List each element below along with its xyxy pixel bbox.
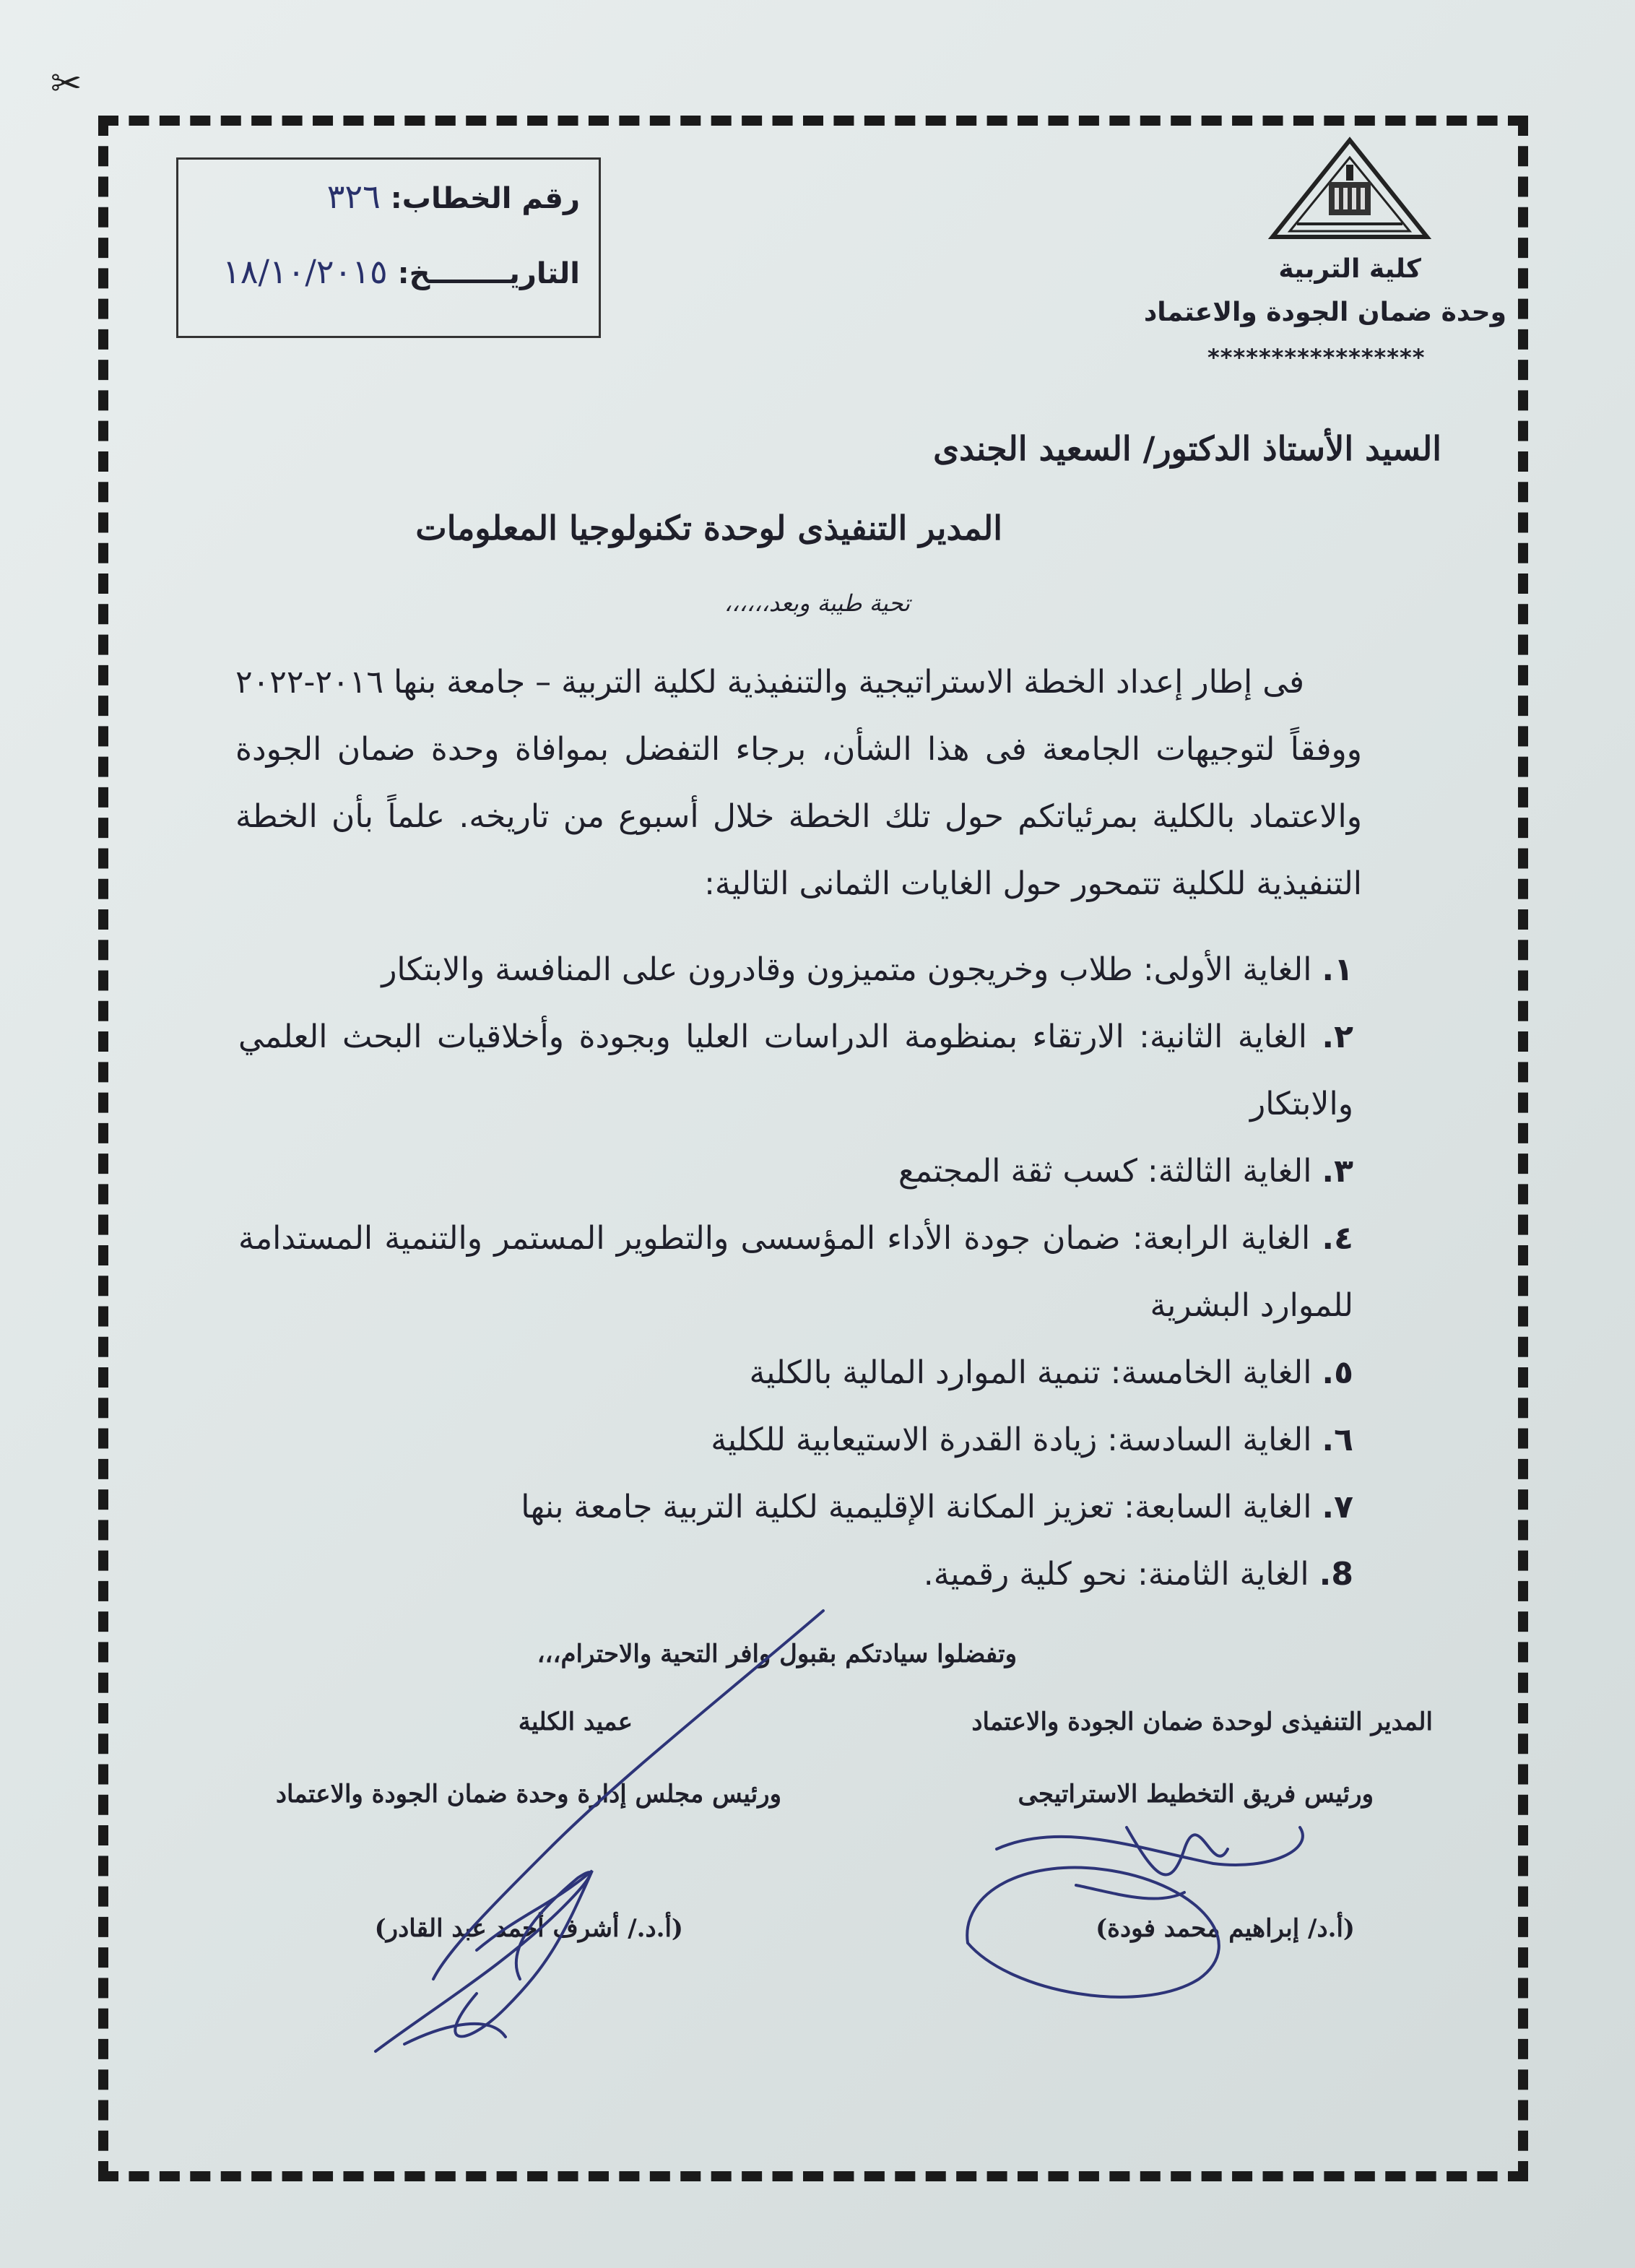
right-signatory-title: المدير التنفيذى لوحدة ضمان الجودة والاعتماد [971, 1708, 1433, 1736]
greeting: تحية طيبة وبعد،،،،،، [724, 589, 910, 617]
goal-item: 8. الغاية الثامنة: نحو كلية رقمية. [923, 1556, 1353, 1593]
right-signatory-name: (أ.د/ إبراهيم محمد فودة) [1096, 1914, 1355, 1943]
letter-date-row [222, 252, 580, 291]
goal-item: ٧. الغاية السابعة: تعزيز المكانة الإقليمية لكلية التربية جامعة بنها [521, 1489, 1353, 1525]
goal-item: ١. الغاية الأولى: طلاب وخريجون متميزون وقادرون على المنافسة والابتكار [381, 951, 1353, 988]
letter-number-row [327, 177, 580, 216]
closing-line: وتفضلوا سيادتكم بقبول وافر التحية والاحترام،،، [537, 1640, 1017, 1668]
scissors-icon: ✂ [51, 62, 82, 105]
letter-number-value: ٣٢٦ [326, 177, 381, 216]
addressee-name: السيد الأستاذ الدكتور/ السعيد الجندى [933, 429, 1441, 468]
letter-date-label: التاريــــــــخ: [397, 257, 580, 290]
faculty-name: كلية التربية [1278, 254, 1421, 284]
letterhead-separator: ***************** [1207, 344, 1426, 371]
letter-body [235, 649, 1362, 917]
letter-date-value: ١٨/١٠/٢٠١٥ [222, 252, 388, 291]
letter-number-label: رقم الخطاب: [390, 182, 580, 215]
goals-list [238, 936, 1353, 1608]
goal-item: ٣. الغاية الثالثة: كسب ثقة المجتمع [898, 1153, 1353, 1190]
goal-item: ٢. الغاية الثانية: الارتقاء بمنظومة الدراسات العليا وبجودة وأخلاقيات البحث العلمي والابتكار [238, 1018, 1353, 1122]
goal-item: ٦. الغاية السادسة: زيادة القدرة الاستيعابية للكلية [711, 1421, 1353, 1458]
goal-item: ٤. الغاية الرابعة: ضمان جودة الأداء المؤسسى والتطوير المستمر والتنمية المستدامة للموارد البشرية [238, 1220, 1353, 1324]
right-signatory-subtitle: ورئيس فريق التخطيط الاستراتيجى [1018, 1780, 1374, 1809]
university-logo [1268, 136, 1431, 244]
reference-box [176, 157, 601, 338]
left-signatory-name: (أ.د./ أشرف أحمد عبد القادر) [374, 1914, 683, 1943]
goal-item: ٥. الغاية الخامسة: تنمية الموارد المالية بالكلية [749, 1354, 1353, 1391]
left-signatory-subtitle: ورئيس مجلس إدارة وحدة ضمان الجودة والاعتماد [275, 1780, 781, 1809]
body-paragraph: فى إطار إعداد الخطة الاستراتيجية والتنفيذية لكلية التربية – جامعة بنها ٢٠١٦-٢٠٢٢ ووفقاً لتوجيهات الجامعة فى هذا الشأن، برجاء التفضل بموافاة وحدة ضمان الجودة والاعتماد بالكلية بمرئياتكم حول تلك الخطة خلال أسبوع من تاريخه. علماً بأن الخطة التنفيذية للكلية تتمحور حول الغايات الثمانى التالية: [235, 664, 1362, 902]
addressee-position: المدير التنفيذى لوحدة تكنولوجيا المعلومات [415, 508, 1002, 547]
left-signatory-title: عميد الكلية [518, 1708, 633, 1736]
unit-name: وحدة ضمان الجودة والاعتماد [1143, 298, 1506, 327]
